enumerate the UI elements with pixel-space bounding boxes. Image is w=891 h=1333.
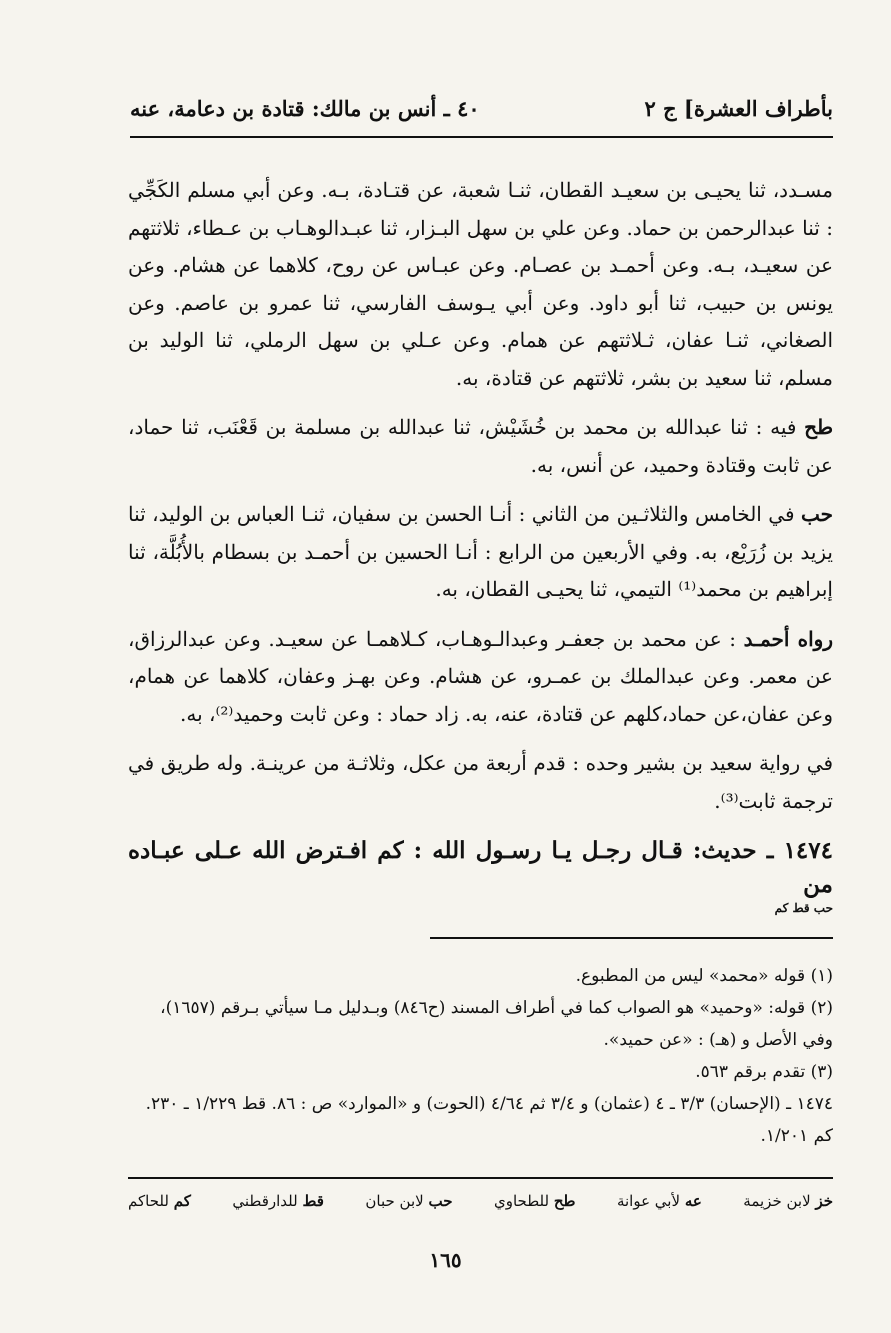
paragraph-3 — [128, 496, 833, 609]
hadith-heading: ١٤٧٤ ـ حديث: قـال رجـل يـا رسـول الله : كم افـترض الله عـلى عبـاده من — [128, 837, 833, 898]
paragraph-5: في رواية سعيد بن بشير وحده : قدم أربعة من عكل، وثلاثـة من عرينـة. وله طريق في ترجمة ثابت⁽³⁾. — [128, 751, 833, 813]
paragraph-3-text: في الخامس والثلاثـين من الثاني : أنـا الحسن بن سفيان، ثنـا العباس بن الوليد، ثنا يزيد بن زُرَيْع، به. وفي الأربعين من الرابع : أنـا الحسين بن أحمـد بن بسطام بالأُبُلَّة، ثنا إبراهيم بن محمد⁽¹⁾ التيمي، ثنا يحيـى القطان، به. — [128, 502, 833, 601]
footnote-references: ١٤٧٤ ـ (الإحسان) ٣/٣ ـ ٤ (عثمان) و ٣/٤ ثم ٤/٦٤ (الحوت) و «الموارد» ص : ٨٦. قط ١/٢٢٩ ـ ٢٣٠. كم ١/٢٠١. — [145, 1094, 833, 1146]
paragraph-4-lead: رواه أحمـد — [743, 626, 833, 651]
footnote-1: (١) قوله «محمد» ليس من المطبوع. — [575, 966, 833, 986]
page-number: ١٦٥ — [429, 1248, 462, 1272]
paragraph-4 — [128, 621, 833, 734]
header-divider — [130, 136, 833, 138]
legend-item: حب لابن حبان — [365, 1192, 453, 1210]
legend-divider — [128, 1177, 833, 1179]
footnotes — [128, 960, 833, 1152]
footnote-2: (٢) قوله: «وحميد» هو الصواب كما في أطراف المسند (ح٨٤٦) وبـدليل مـا سيأتي بـرقم (١٦٥٧)، وفي الأصل و (هـ) : «عن حميد». — [160, 998, 833, 1050]
footnote-3: (٣) تقدم برقم ٥٦٣. — [695, 1062, 833, 1082]
header-chapter: ٤٠ ـ أنس بن مالك: قتادة بن دعامة، عنه — [130, 95, 480, 121]
hadith-source-symbols: حب قط كم — [774, 901, 833, 915]
legend-item: خز لابن خزيمة — [743, 1192, 833, 1210]
paragraph-2 — [128, 409, 833, 484]
legend-item: كم للحاكم — [128, 1192, 191, 1210]
paragraph-2-lead: طح — [804, 415, 833, 439]
paragraph-4-text: : عن محمد بن جعفـر وعبدالـوهـاب، كـلاهمـا عن سعيـد. وعن عبدالرزاق، عن معمر. وعن عبدالملك بن عمـرو، عن هشام. وعن بهـز وعفان، كلاهما عن همام، وعن عفان،عن حماد،كلهم عن قتادة، عنه، به. زاد حماد : وعن ثابت وحميد⁽²⁾، به. — [128, 626, 833, 726]
legend-item: طح للطحاوي — [493, 1192, 576, 1210]
running-header — [130, 88, 833, 128]
paragraph-1: مسـدد، ثنا يحيـى بن سعيـد القطان، ثنـا شعبة، عن قتـادة، بـه. وعن أبي مسلم الكَجِّي : ثنا عبدالرحمن بن حماد. وعن علي بن سهل البـزار، ثنا عبـدالوهـاب بن عـطاء، ثلاثتهم عن سعيـد، بـه. وعن أحمـد بن عصـام. وعن عبـاس عن روح، كلاهما عن هشام. وعن يونس بن حبيب، ثنا أبو داود. وعن أبي يـوسف الفارسي، ثنا عمرو بن عاصم. وعن الصغاني، ثنـا عفان، ثـلاثتهم عن همام. وعن عـلي بن سهل الرملي، ثنا الوليد بن مسلم، ثنا سعيد بن بشر، ثلاثتهم عن قتادة، به. — [128, 178, 833, 390]
abbreviation-legend — [128, 1192, 833, 1210]
paragraph-2-text: فيه : ثنا عبدالله بن محمد بن خُشَيْش، ثنا عبدالله بن مسلمة بن قَعْنَب، ثنا حماد، عن ثابت وقتادة وحميد، عن أنس، به. — [128, 415, 833, 477]
footnote-divider — [430, 937, 833, 939]
legend-item: قط للدارقطني — [232, 1192, 324, 1210]
header-volume: بأطراف العشرة] ج ٢ — [644, 95, 833, 121]
main-text — [128, 172, 833, 916]
legend-item: عه لأبي عوانة — [616, 1192, 702, 1210]
paragraph-3-lead: حب — [800, 502, 833, 526]
